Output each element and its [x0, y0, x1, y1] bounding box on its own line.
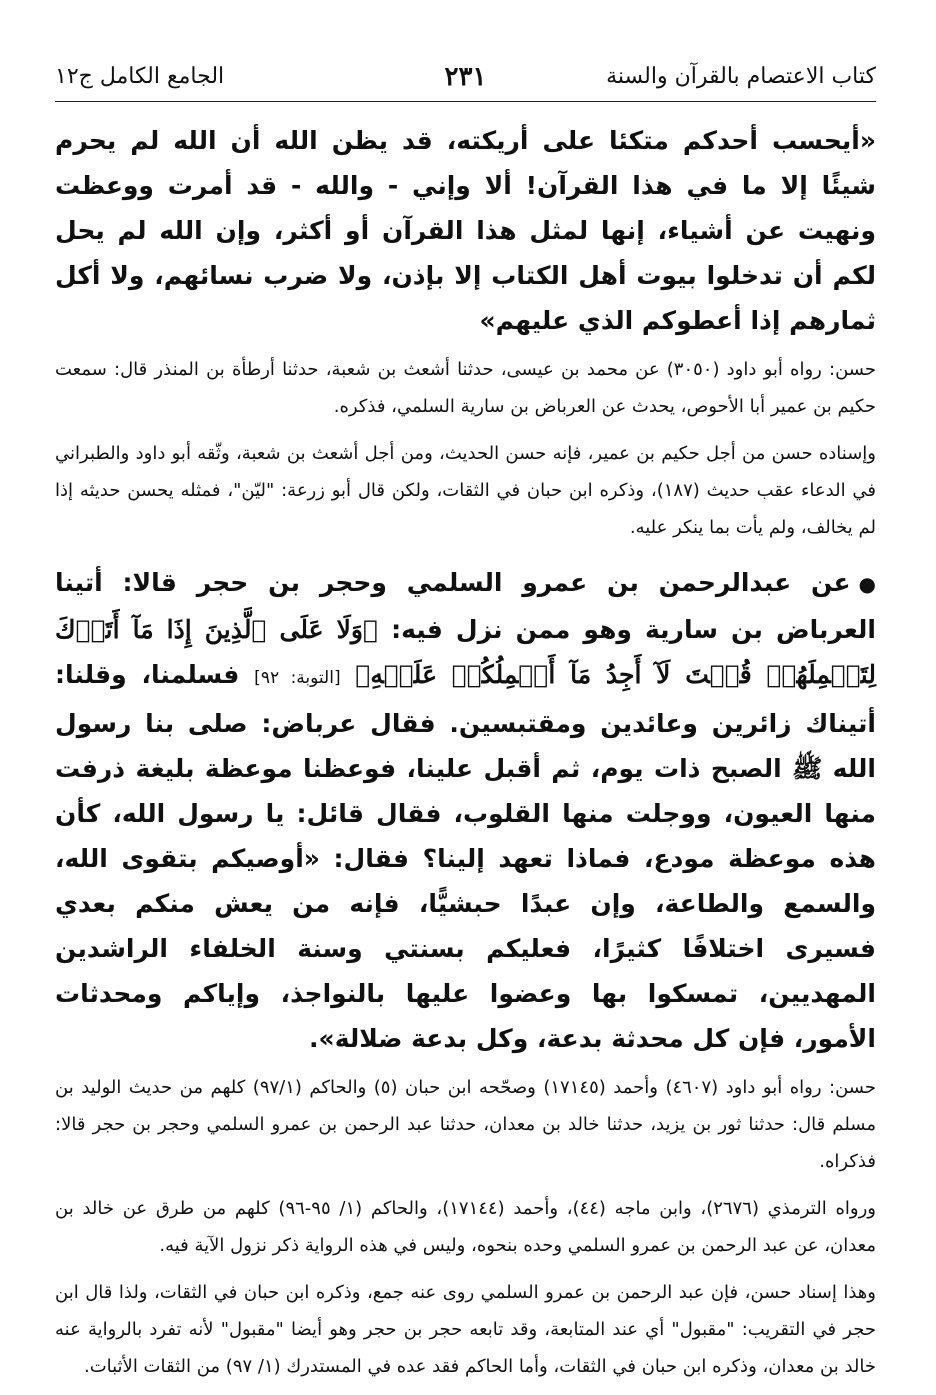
header-rule	[55, 101, 876, 102]
hadith-body: فسلمنا، وقلنا: أتيناك زائرين وعائدين ومقتبسين. فقال عرباض: صلى بنا رسول الله ﷺ الصبح ذات يوم، ثم أقبل علينا، فوعظنا موعظة بليغة ذرفت منها العيون، ووجلت منها القلوب، فقال قائل: يا رسول الله، كأن هذه موعظة مودع، فماذا تعهد إلينا؟ فقال: «أوصيكم بتقوى الله، والسمع والطاعة، وإن عبدًا حبشيًّا، فإنه من يعش منكم بعدي فسيرى اختلافًا كثيرًا، فعليكم بسنتي وسنة الخلفاء الراشدين المهديين، تمسكوا بها وعضوا عليها بالنواجذ، وإياكم ومحدثات الأمور، فإن كل محدثة بدعة، وكل بدعة ضلالة».	[55, 660, 876, 1053]
book-title: كتاب الاعتصام بالقرآن والسنة	[606, 64, 876, 89]
page-body	[55, 118, 876, 1395]
footnote-isnad-assessment: وهذا إسناد حسن، فإن عبد الرحمن بن عمرو السلمي روى عنه جمع، وذكره ابن حبان في الثقات، ولذا قال ابن حجر في التقريب: "مقبول" أي عند المتابعة، وقد تابعه حجر بن حجر وهو أيضا "مقبول" لأنه تفرد بالرواية عنه خالد بن معدان، وذكره ابن حبان في الثقات، وأما الحاكم فقد عده في المستدرك (١/ ٩٧) من الثقات الأثبات.	[55, 1282, 876, 1377]
footnote-grading-2: حسن: رواه أبو داود (٤٦٠٧) وأحمد (١٧١٤٥) وصحّحه ابن حبان (٥) والحاكم (٩٧/١) كلهم من حديث الوليد بن مسلم قال: حدثنا ثور بن يزيد، حدثنا خالد بن معدان، حدثنا عبد الرحمن بن عمرو السلمي وحجر بن حجر قالا: فذكراه.	[55, 1077, 876, 1172]
footnote-commentary: وإسناده حسن من أجل حكيم بن عمير، فإنه حسن الحديث، ومن أجل أشعث بن شعبة، وثّقه أبو داود والطبراني في الدعاء عقب حديث (١٨٧)، وذكره ابن حبان في الثقات، ولكن قال أبو زرعة: "ليّن"، فمثله يحسن حديثه إذا لم يخالف، ولم يأت بما ينكر عليه.	[55, 443, 876, 538]
volume-title: الجامع الكامل ج١٢	[55, 64, 225, 89]
hadith-text-irbad	[55, 560, 876, 1061]
footnote-other-narrations: ورواه الترمذي (٢٦٧٦)، وابن ماجه (٤٤)، وأحمد (١٧١٤٤)، والحاكم (١/ ٩٥-٩٦) كلهم من طرق عن خالد بن معدان، عن عبد الرحمن بن عمرو السلمي وحده بنحوه، وليس في هذه الرواية ذكر نزول الآية فيه.	[55, 1198, 876, 1256]
footnote-grading: حسن: رواه أبو داود (٣٠٥٠) عن محمد بن عيسى، حدثنا أشعث بن شعبة، حدثنا أرطأة بن المنذر قال: سمعت حكيم بن عمير أبا الأحوص، يحدث عن العرباض بن سارية السلمي، فذكره.	[55, 359, 876, 417]
quran-verse: ﴿وَلَا عَلَى ٱلَّذِينَ إِذَا مَآ أَتَوۡكَ لِتَحۡمِلَهُمۡ قُلۡتَ لَآ أَجِدُ مَآ أَحۡمِلُكُمۡ عَلَيۡهِ﴾	[55, 615, 876, 689]
bullet-marker: ●	[858, 572, 876, 596]
page-number: ٢٣١	[444, 62, 487, 92]
hadith-text: «أيحسب أحدكم متكئا على أريكته، قد يظن الله أن الله لم يحرم شيئًا إلا ما في هذا القرآن! ألا وإني - والله - قد أمرت ووعظت ونهيت عن أشياء، إنها لمثل هذا القرآن أو أكثر، وإن الله لم يحل لكم أن تدخلوا بيوت أهل الكتاب إلا بإذن، ولا ضرب نسائهم، ولا أكل ثمارهم إذا أعطوكم الذي عليهم»	[55, 126, 876, 335]
verse-reference: [التوبة: ٩٢]	[254, 668, 341, 688]
hadith-intro: عن عبدالرحمن بن عمرو السلمي وحجر بن حجر قالا: أتينا العرباض بن سارية وهو ممن نزل فيه:	[55, 568, 876, 644]
running-header	[55, 60, 876, 98]
